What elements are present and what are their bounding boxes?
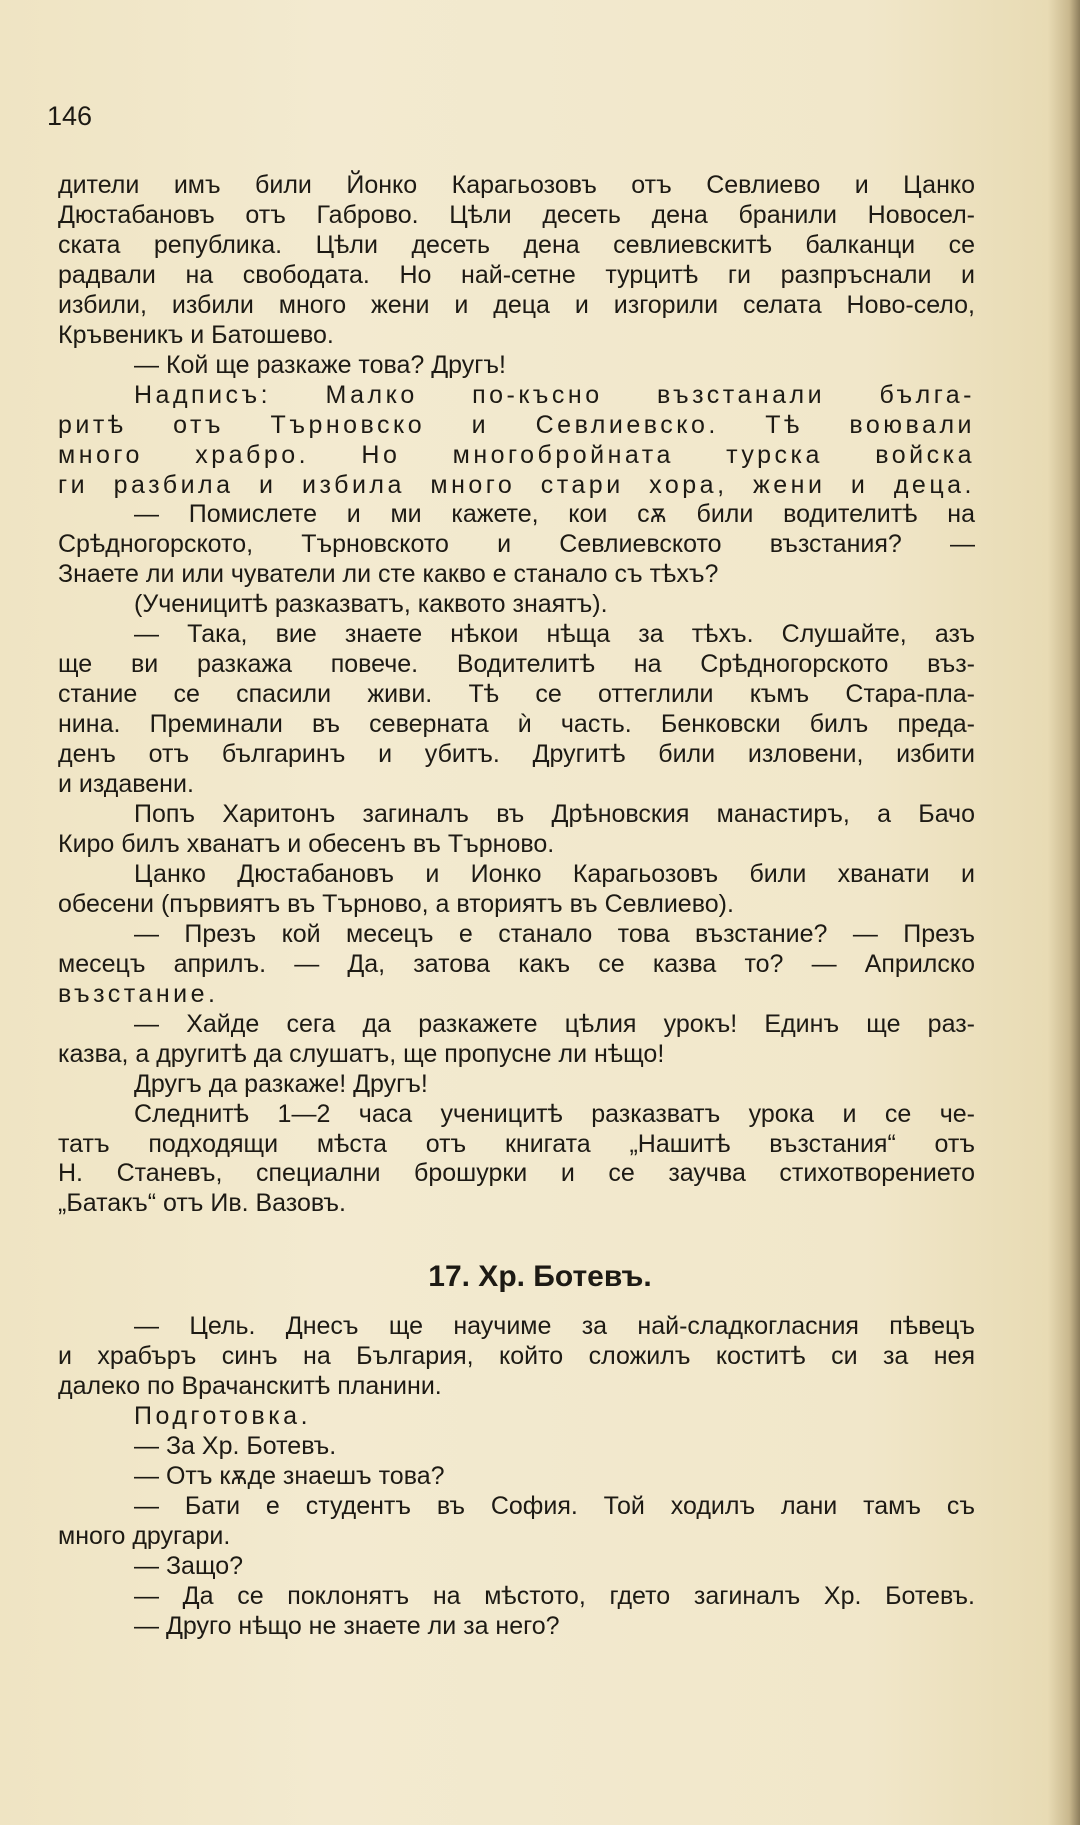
text-line: дители имъ били Йонко Карагьозовъ отъ Севлиево и Цанко bbox=[58, 171, 975, 199]
text-line: нина. Преминали въ северната ѝ часть. Бенковски билъ преда- bbox=[58, 710, 975, 739]
text-line: далеко по Врачанскитѣ планини. bbox=[58, 1371, 442, 1400]
text-line: Подготовка. bbox=[134, 1401, 312, 1430]
text-line: — Помислете и ми кажете, кои сѫ били водителитѣ на bbox=[134, 500, 975, 529]
page-number: 146 bbox=[47, 101, 93, 131]
text-line: Цанко Дюстабановъ и Ионко Карагьозовъ били хванати и bbox=[134, 859, 975, 888]
text-line: Другъ да разкаже! Другъ! bbox=[134, 1069, 428, 1098]
text-line: избили, избили много жени и деца и изгорили селата Ново-село, bbox=[58, 290, 975, 319]
text-line: и храбъръ синъ на България, който сложилъ коститѣ си за нея bbox=[58, 1341, 975, 1370]
text-line: — Цель. Днесъ ще научиме за най-сладкогласния пѣвецъ bbox=[134, 1312, 975, 1340]
text-line: много храбро. Но многобройната турска войска bbox=[58, 440, 975, 469]
text-line: „Батакъ“ отъ Ив. Вазовъ. bbox=[58, 1189, 346, 1218]
text-line: — Презъ кой месецъ е станало това възстание? — Презъ bbox=[134, 919, 975, 948]
text-line: (Ученицитѣ разказватъ, каквото знаятъ). bbox=[134, 590, 608, 619]
text-line: радвали на свободата. Но най-сетне турцитѣ ги разпръснали и bbox=[58, 260, 975, 289]
text-block-2 bbox=[58, 1312, 975, 1641]
text-line: денъ отъ българинъ и убитъ. Другитѣ били изловени, избити bbox=[58, 740, 975, 769]
text-line: — За Хр. Ботевъ. bbox=[134, 1431, 337, 1460]
text-line: обесени (първиятъ въ Търново, а вториятъ въ Севлиево). bbox=[58, 889, 734, 918]
section-heading: 17. Хр. Ботевъ. bbox=[428, 1260, 652, 1293]
text-block-1 bbox=[58, 171, 975, 1219]
text-line: ги разбила и избила много стари хора, жени и деца. bbox=[58, 470, 975, 499]
text-line: казва, а другитѣ да слушатъ, ще пропусне ли нѣщо! bbox=[58, 1039, 665, 1068]
text-line: много другари. bbox=[58, 1521, 231, 1550]
text-line: възстание. bbox=[58, 979, 219, 1008]
text-line: — Хайде сега да разкажете цѣлия урокъ! Единъ ще раз- bbox=[134, 1009, 975, 1038]
text-line: месецъ априлъ. — Да, затова какъ се казва то? — Априлско bbox=[58, 949, 975, 978]
text-line: Знаете ли или чуватели ли сте какво е станало съ тѣхъ? bbox=[58, 560, 719, 589]
text-line: стание се спасили живи. Тѣ се оттеглили къмъ Стара-пла- bbox=[58, 680, 975, 709]
text-line: Надписъ: Малко по-късно възстанали бълга- bbox=[134, 380, 975, 409]
text-line: — Бати е студентъ въ София. Той ходилъ лани тамъ съ bbox=[134, 1491, 975, 1520]
text-line: — Защо? bbox=[134, 1551, 244, 1580]
text-line: — Така, вие знаете нѣкои нѣща за тѣхъ. Слушайте, азъ bbox=[134, 620, 975, 649]
text-line: Дюстабановъ отъ Габрово. Цѣли десеть дена бранили Новосел- bbox=[58, 200, 975, 229]
text-line: Н. Станевъ, специални брошурки и се заучва стихотворението bbox=[58, 1159, 975, 1188]
text-line: ще ви разкажа повече. Водителитѣ на Срѣдногорското въз- bbox=[58, 650, 975, 679]
text-line: — Кой ще разкаже това? Другъ! bbox=[134, 350, 506, 379]
text-line: Киро билъ хванатъ и обесенъ въ Търново. bbox=[58, 829, 555, 858]
text-line: и издавени. bbox=[58, 770, 194, 799]
text-line: Кръвеникъ и Батошево. bbox=[58, 320, 334, 349]
text-line: — Отъ кѫде знаешъ това? bbox=[134, 1461, 445, 1490]
text-line: Следнитѣ 1—2 часа ученицитѣ разказватъ урока и се че- bbox=[134, 1099, 975, 1128]
text-line: — Друго нѣщо не знаете ли за него? bbox=[134, 1611, 560, 1640]
text-line: ритѣ отъ Търновско и Севлиевско. Тѣ воювали bbox=[58, 410, 975, 439]
text-line: ската република. Цѣли десеть дена севлиевскитѣ балканци се bbox=[58, 230, 975, 259]
text-line: татъ подходящи мѣста отъ книгата „Нашитѣ възстания“ отъ bbox=[58, 1129, 975, 1158]
text-line: — Да се поклонятъ на мѣстото, гдето загиналъ Хр. Ботевъ. bbox=[134, 1581, 975, 1610]
text-line: Срѣдногорското, Търновското и Севлиевското възстания? — bbox=[58, 530, 975, 559]
text-line: Попъ Харитонъ загиналъ въ Дрѣновския манастиръ, а Бачо bbox=[134, 800, 975, 829]
